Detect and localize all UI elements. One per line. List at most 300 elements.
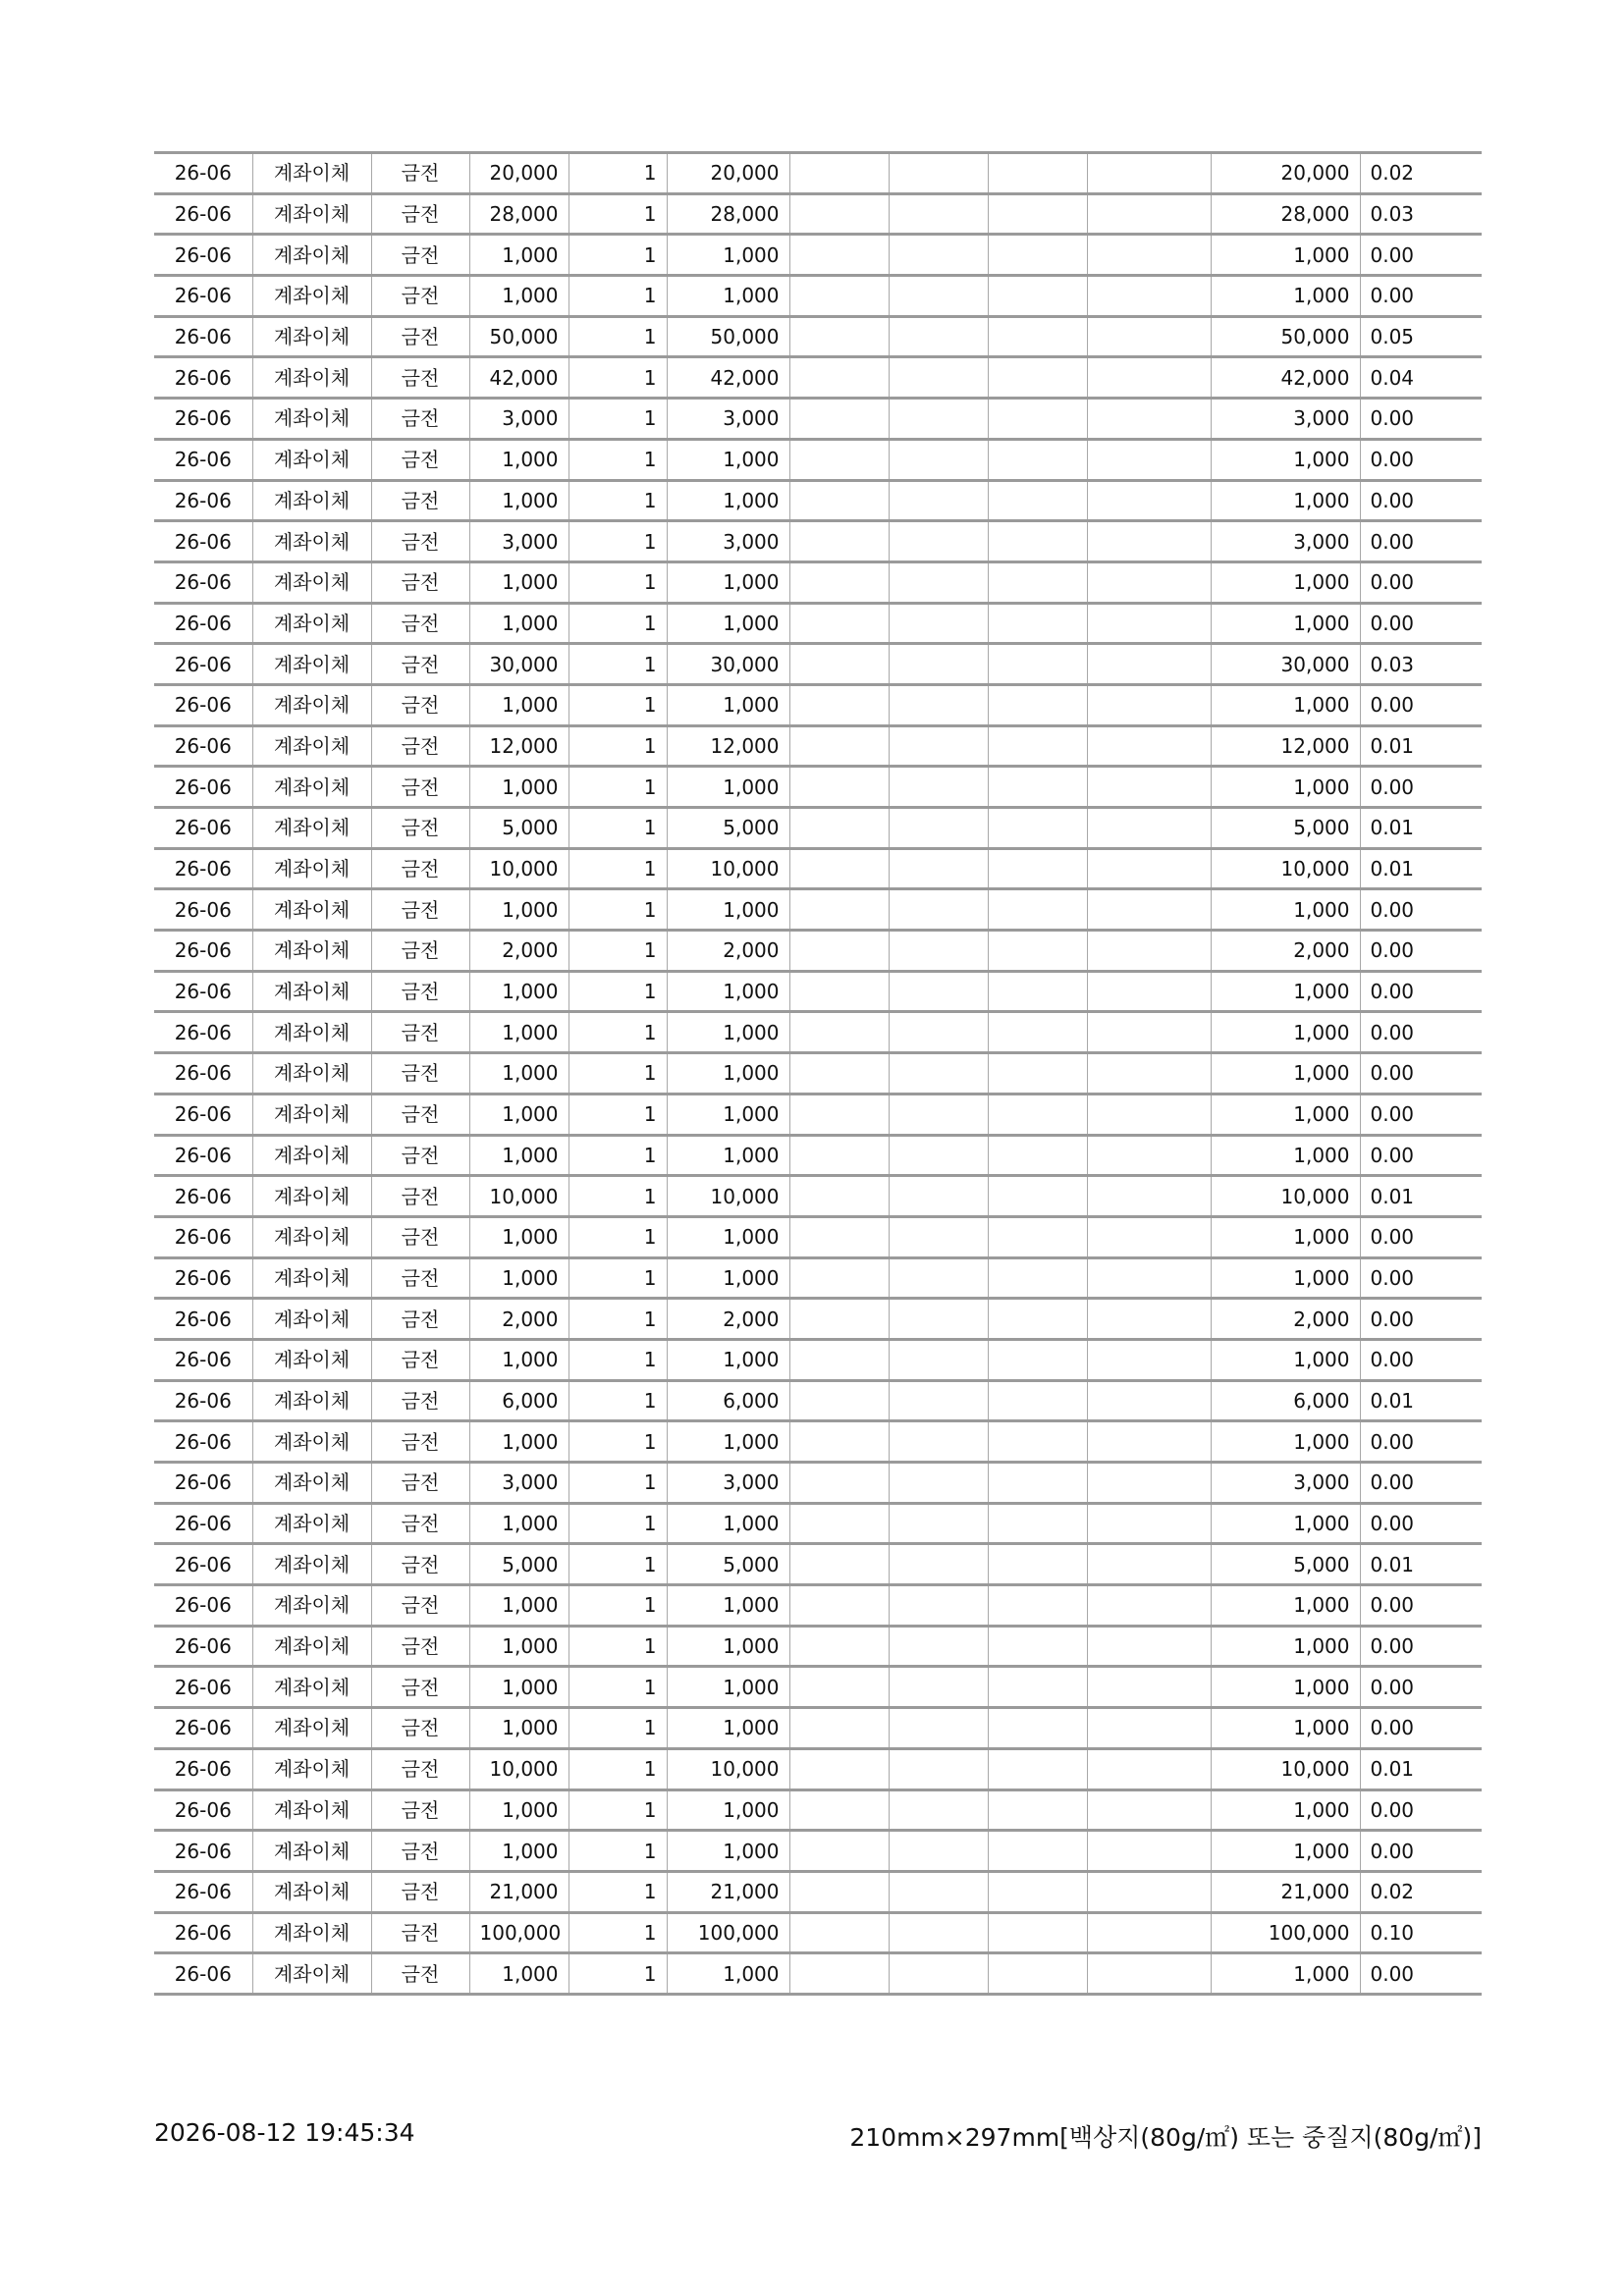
blank-cell-8 bbox=[889, 235, 988, 276]
period-cell: 26-06 bbox=[154, 1012, 252, 1053]
kind-cell: 금전 bbox=[371, 1626, 469, 1667]
blank-cell-10 bbox=[1087, 276, 1211, 317]
blank-cell-9 bbox=[988, 1257, 1087, 1299]
kind-cell: 금전 bbox=[371, 808, 469, 849]
unit-price-cell: 1,000 bbox=[469, 889, 568, 931]
blank-cell-10 bbox=[1087, 1339, 1211, 1380]
ratio-cell: 0.00 bbox=[1360, 1585, 1482, 1627]
total-cell: 1,000 bbox=[1211, 1831, 1360, 1872]
amount-cell: 28,000 bbox=[667, 193, 789, 235]
blank-cell-8 bbox=[889, 1176, 988, 1217]
amount-cell: 1,000 bbox=[667, 276, 789, 317]
table-row bbox=[154, 1380, 1482, 1421]
blank-cell-7 bbox=[789, 1953, 889, 1995]
quantity-cell: 1 bbox=[568, 1053, 667, 1095]
blank-cell-8 bbox=[889, 889, 988, 931]
period-cell: 26-06 bbox=[154, 439, 252, 480]
total-cell: 10,000 bbox=[1211, 1748, 1360, 1789]
unit-price-cell: 1,000 bbox=[469, 1667, 568, 1708]
quantity-cell: 1 bbox=[568, 808, 667, 849]
blank-cell-10 bbox=[1087, 644, 1211, 685]
method-cell: 계좌이체 bbox=[252, 1380, 371, 1421]
quantity-cell: 1 bbox=[568, 1585, 667, 1627]
total-cell: 1,000 bbox=[1211, 1012, 1360, 1053]
method-cell: 계좌이체 bbox=[252, 1012, 371, 1053]
blank-cell-7 bbox=[789, 1912, 889, 1953]
amount-cell: 1,000 bbox=[667, 603, 789, 644]
blank-cell-9 bbox=[988, 1953, 1087, 1995]
blank-cell-7 bbox=[789, 235, 889, 276]
unit-price-cell: 5,000 bbox=[469, 808, 568, 849]
table-row bbox=[154, 193, 1482, 235]
total-cell: 1,000 bbox=[1211, 767, 1360, 808]
period-cell: 26-06 bbox=[154, 1339, 252, 1380]
table-row bbox=[154, 1463, 1482, 1504]
blank-cell-7 bbox=[789, 316, 889, 357]
ratio-cell: 0.03 bbox=[1360, 644, 1482, 685]
unit-price-cell: 12,000 bbox=[469, 725, 568, 767]
blank-cell-7 bbox=[789, 1708, 889, 1749]
blank-cell-10 bbox=[1087, 1176, 1211, 1217]
kind-cell: 금전 bbox=[371, 357, 469, 399]
period-cell: 26-06 bbox=[154, 1176, 252, 1217]
blank-cell-7 bbox=[789, 644, 889, 685]
period-cell: 26-06 bbox=[154, 725, 252, 767]
total-cell: 12,000 bbox=[1211, 725, 1360, 767]
blank-cell-8 bbox=[889, 1626, 988, 1667]
amount-cell: 1,000 bbox=[667, 235, 789, 276]
period-cell: 26-06 bbox=[154, 1503, 252, 1544]
table-row bbox=[154, 1626, 1482, 1667]
unit-price-cell: 1,000 bbox=[469, 1708, 568, 1749]
ratio-cell: 0.00 bbox=[1360, 1708, 1482, 1749]
amount-cell: 1,000 bbox=[667, 1667, 789, 1708]
blank-cell-10 bbox=[1087, 357, 1211, 399]
blank-cell-10 bbox=[1087, 316, 1211, 357]
blank-cell-8 bbox=[889, 1912, 988, 1953]
blank-cell-9 bbox=[988, 1012, 1087, 1053]
method-cell: 계좌이체 bbox=[252, 399, 371, 440]
unit-price-cell: 1,000 bbox=[469, 276, 568, 317]
ratio-cell: 0.00 bbox=[1360, 971, 1482, 1012]
blank-cell-8 bbox=[889, 357, 988, 399]
total-cell: 1,000 bbox=[1211, 971, 1360, 1012]
quantity-cell: 1 bbox=[568, 399, 667, 440]
kind-cell: 금전 bbox=[371, 1339, 469, 1380]
amount-cell: 10,000 bbox=[667, 1176, 789, 1217]
method-cell: 계좌이체 bbox=[252, 439, 371, 480]
blank-cell-8 bbox=[889, 1012, 988, 1053]
unit-price-cell: 3,000 bbox=[469, 1463, 568, 1504]
blank-cell-9 bbox=[988, 1789, 1087, 1831]
table-row bbox=[154, 357, 1482, 399]
blank-cell-9 bbox=[988, 276, 1087, 317]
blank-cell-7 bbox=[789, 1176, 889, 1217]
method-cell: 계좌이체 bbox=[252, 1667, 371, 1708]
blank-cell-8 bbox=[889, 1585, 988, 1627]
total-cell: 3,000 bbox=[1211, 521, 1360, 562]
method-cell: 계좌이체 bbox=[252, 1503, 371, 1544]
blank-cell-10 bbox=[1087, 1789, 1211, 1831]
blank-cell-9 bbox=[988, 316, 1087, 357]
kind-cell: 금전 bbox=[371, 1585, 469, 1627]
period-cell: 26-06 bbox=[154, 357, 252, 399]
method-cell: 계좌이체 bbox=[252, 561, 371, 603]
quantity-cell: 1 bbox=[568, 684, 667, 725]
period-cell: 26-06 bbox=[154, 193, 252, 235]
method-cell: 계좌이체 bbox=[252, 1463, 371, 1504]
total-cell: 1,000 bbox=[1211, 1953, 1360, 1995]
table-row bbox=[154, 767, 1482, 808]
unit-price-cell: 30,000 bbox=[469, 644, 568, 685]
quantity-cell: 1 bbox=[568, 1094, 667, 1135]
total-cell: 42,000 bbox=[1211, 357, 1360, 399]
unit-price-cell: 1,000 bbox=[469, 684, 568, 725]
method-cell: 계좌이체 bbox=[252, 1257, 371, 1299]
quantity-cell: 1 bbox=[568, 1667, 667, 1708]
ratio-cell: 0.01 bbox=[1360, 1748, 1482, 1789]
unit-price-cell: 10,000 bbox=[469, 1748, 568, 1789]
unit-price-cell: 2,000 bbox=[469, 931, 568, 972]
blank-cell-9 bbox=[988, 1544, 1087, 1585]
kind-cell: 금전 bbox=[371, 1216, 469, 1257]
method-cell: 계좌이체 bbox=[252, 1871, 371, 1912]
blank-cell-10 bbox=[1087, 1094, 1211, 1135]
table-row bbox=[154, 153, 1482, 194]
period-cell: 26-06 bbox=[154, 644, 252, 685]
blank-cell-7 bbox=[789, 153, 889, 194]
blank-cell-10 bbox=[1087, 1667, 1211, 1708]
ratio-cell: 0.10 bbox=[1360, 1912, 1482, 1953]
period-cell: 26-06 bbox=[154, 276, 252, 317]
ratio-cell: 0.01 bbox=[1360, 1380, 1482, 1421]
quantity-cell: 1 bbox=[568, 1421, 667, 1463]
blank-cell-10 bbox=[1087, 889, 1211, 931]
quantity-cell: 1 bbox=[568, 1216, 667, 1257]
table-row bbox=[154, 1503, 1482, 1544]
blank-cell-10 bbox=[1087, 767, 1211, 808]
table-row bbox=[154, 1953, 1482, 1995]
amount-cell: 1,000 bbox=[667, 1953, 789, 1995]
total-cell: 20,000 bbox=[1211, 153, 1360, 194]
blank-cell-8 bbox=[889, 1503, 988, 1544]
kind-cell: 금전 bbox=[371, 767, 469, 808]
blank-cell-9 bbox=[988, 1831, 1087, 1872]
ratio-cell: 0.00 bbox=[1360, 684, 1482, 725]
blank-cell-9 bbox=[988, 1216, 1087, 1257]
quantity-cell: 1 bbox=[568, 1626, 667, 1667]
kind-cell: 금전 bbox=[371, 1667, 469, 1708]
ratio-cell: 0.00 bbox=[1360, 276, 1482, 317]
total-cell: 1,000 bbox=[1211, 1503, 1360, 1544]
blank-cell-8 bbox=[889, 521, 988, 562]
ratio-cell: 0.00 bbox=[1360, 480, 1482, 521]
kind-cell: 금전 bbox=[371, 971, 469, 1012]
blank-cell-10 bbox=[1087, 1708, 1211, 1749]
total-cell: 6,000 bbox=[1211, 1380, 1360, 1421]
blank-cell-10 bbox=[1087, 1053, 1211, 1095]
period-cell: 26-06 bbox=[154, 1953, 252, 1995]
total-cell: 1,000 bbox=[1211, 1585, 1360, 1627]
table-row bbox=[154, 1176, 1482, 1217]
table-row bbox=[154, 1339, 1482, 1380]
quantity-cell: 1 bbox=[568, 1748, 667, 1789]
unit-price-cell: 10,000 bbox=[469, 848, 568, 889]
ratio-cell: 0.00 bbox=[1360, 1421, 1482, 1463]
blank-cell-8 bbox=[889, 276, 988, 317]
total-cell: 1,000 bbox=[1211, 1626, 1360, 1667]
method-cell: 계좌이체 bbox=[252, 1953, 371, 1995]
blank-cell-7 bbox=[789, 808, 889, 849]
blank-cell-10 bbox=[1087, 235, 1211, 276]
table-row bbox=[154, 931, 1482, 972]
print-timestamp: 2026-08-12 19:45:34 bbox=[154, 2118, 415, 2147]
unit-price-cell: 1,000 bbox=[469, 1585, 568, 1627]
ratio-cell: 0.00 bbox=[1360, 235, 1482, 276]
blank-cell-7 bbox=[789, 1667, 889, 1708]
blank-cell-8 bbox=[889, 603, 988, 644]
blank-cell-10 bbox=[1087, 439, 1211, 480]
amount-cell: 1,000 bbox=[667, 767, 789, 808]
quantity-cell: 1 bbox=[568, 1257, 667, 1299]
unit-price-cell: 1,000 bbox=[469, 1789, 568, 1831]
method-cell: 계좌이체 bbox=[252, 480, 371, 521]
kind-cell: 금전 bbox=[371, 1953, 469, 1995]
blank-cell-7 bbox=[789, 1380, 889, 1421]
blank-cell-8 bbox=[889, 931, 988, 972]
amount-cell: 1,000 bbox=[667, 971, 789, 1012]
method-cell: 계좌이체 bbox=[252, 603, 371, 644]
blank-cell-10 bbox=[1087, 1503, 1211, 1544]
amount-cell: 1,000 bbox=[667, 1257, 789, 1299]
ratio-cell: 0.00 bbox=[1360, 1667, 1482, 1708]
period-cell: 26-06 bbox=[154, 889, 252, 931]
period-cell: 26-06 bbox=[154, 1789, 252, 1831]
paper-spec: 210mm×297mm[백상지(80g/㎡) 또는 중질지(80g/㎡)] bbox=[849, 2123, 1482, 2152]
amount-cell: 3,000 bbox=[667, 399, 789, 440]
amount-cell: 1,000 bbox=[667, 1135, 789, 1176]
total-cell: 2,000 bbox=[1211, 931, 1360, 972]
total-cell: 3,000 bbox=[1211, 1463, 1360, 1504]
unit-price-cell: 1,000 bbox=[469, 1953, 568, 1995]
total-cell: 28,000 bbox=[1211, 193, 1360, 235]
period-cell: 26-06 bbox=[154, 971, 252, 1012]
blank-cell-10 bbox=[1087, 808, 1211, 849]
period-cell: 26-06 bbox=[154, 1299, 252, 1340]
blank-cell-9 bbox=[988, 1667, 1087, 1708]
unit-price-cell: 1,000 bbox=[469, 1339, 568, 1380]
total-cell: 1,000 bbox=[1211, 439, 1360, 480]
quantity-cell: 1 bbox=[568, 1708, 667, 1749]
blank-cell-9 bbox=[988, 1421, 1087, 1463]
ratio-cell: 0.00 bbox=[1360, 521, 1482, 562]
blank-cell-8 bbox=[889, 1953, 988, 1995]
ratio-cell: 0.00 bbox=[1360, 1463, 1482, 1504]
ratio-cell: 0.00 bbox=[1360, 767, 1482, 808]
unit-price-cell: 50,000 bbox=[469, 316, 568, 357]
blank-cell-7 bbox=[789, 1216, 889, 1257]
blank-cell-9 bbox=[988, 725, 1087, 767]
quantity-cell: 1 bbox=[568, 316, 667, 357]
quantity-cell: 1 bbox=[568, 480, 667, 521]
blank-cell-9 bbox=[988, 561, 1087, 603]
unit-price-cell: 1,000 bbox=[469, 235, 568, 276]
blank-cell-9 bbox=[988, 1463, 1087, 1504]
blank-cell-7 bbox=[789, 603, 889, 644]
ratio-cell: 0.03 bbox=[1360, 193, 1482, 235]
period-cell: 26-06 bbox=[154, 931, 252, 972]
amount-cell: 1,000 bbox=[667, 1708, 789, 1749]
table-row bbox=[154, 1912, 1482, 1953]
period-cell: 26-06 bbox=[154, 767, 252, 808]
amount-cell: 10,000 bbox=[667, 1748, 789, 1789]
method-cell: 계좌이체 bbox=[252, 808, 371, 849]
quantity-cell: 1 bbox=[568, 193, 667, 235]
period-cell: 26-06 bbox=[154, 1626, 252, 1667]
unit-price-cell: 2,000 bbox=[469, 1299, 568, 1340]
kind-cell: 금전 bbox=[371, 1912, 469, 1953]
ratio-cell: 0.00 bbox=[1360, 1789, 1482, 1831]
blank-cell-9 bbox=[988, 357, 1087, 399]
table-row bbox=[154, 480, 1482, 521]
unit-price-cell: 3,000 bbox=[469, 521, 568, 562]
unit-price-cell: 100,000 bbox=[469, 1912, 568, 1953]
method-cell: 계좌이체 bbox=[252, 931, 371, 972]
amount-cell: 12,000 bbox=[667, 725, 789, 767]
table-row bbox=[154, 1135, 1482, 1176]
total-cell: 1,000 bbox=[1211, 1257, 1360, 1299]
blank-cell-7 bbox=[789, 1831, 889, 1872]
amount-cell: 42,000 bbox=[667, 357, 789, 399]
blank-cell-8 bbox=[889, 848, 988, 889]
table-row bbox=[154, 1708, 1482, 1749]
ratio-cell: 0.00 bbox=[1360, 439, 1482, 480]
quantity-cell: 1 bbox=[568, 235, 667, 276]
table-row bbox=[154, 725, 1482, 767]
total-cell: 1,000 bbox=[1211, 561, 1360, 603]
blank-cell-10 bbox=[1087, 1380, 1211, 1421]
blank-cell-8 bbox=[889, 1421, 988, 1463]
ratio-cell: 0.00 bbox=[1360, 561, 1482, 603]
blank-cell-8 bbox=[889, 480, 988, 521]
ratio-cell: 0.00 bbox=[1360, 1626, 1482, 1667]
unit-price-cell: 1,000 bbox=[469, 1053, 568, 1095]
ratio-cell: 0.01 bbox=[1360, 1176, 1482, 1217]
kind-cell: 금전 bbox=[371, 1380, 469, 1421]
amount-cell: 1,000 bbox=[667, 561, 789, 603]
blank-cell-8 bbox=[889, 193, 988, 235]
method-cell: 계좌이체 bbox=[252, 1135, 371, 1176]
blank-cell-8 bbox=[889, 644, 988, 685]
period-cell: 26-06 bbox=[154, 684, 252, 725]
amount-cell: 21,000 bbox=[667, 1871, 789, 1912]
unit-price-cell: 5,000 bbox=[469, 1544, 568, 1585]
total-cell: 2,000 bbox=[1211, 1299, 1360, 1340]
amount-cell: 2,000 bbox=[667, 1299, 789, 1340]
amount-cell: 5,000 bbox=[667, 808, 789, 849]
blank-cell-10 bbox=[1087, 1585, 1211, 1627]
blank-cell-7 bbox=[789, 193, 889, 235]
amount-cell: 50,000 bbox=[667, 316, 789, 357]
blank-cell-8 bbox=[889, 1380, 988, 1421]
period-cell: 26-06 bbox=[154, 521, 252, 562]
blank-cell-10 bbox=[1087, 1748, 1211, 1789]
blank-cell-7 bbox=[789, 931, 889, 972]
unit-price-cell: 1,000 bbox=[469, 1135, 568, 1176]
total-cell: 1,000 bbox=[1211, 1708, 1360, 1749]
kind-cell: 금전 bbox=[371, 276, 469, 317]
blank-cell-10 bbox=[1087, 931, 1211, 972]
unit-price-cell: 1,000 bbox=[469, 767, 568, 808]
blank-cell-7 bbox=[789, 357, 889, 399]
blank-cell-8 bbox=[889, 316, 988, 357]
blank-cell-8 bbox=[889, 684, 988, 725]
blank-cell-10 bbox=[1087, 1912, 1211, 1953]
unit-price-cell: 28,000 bbox=[469, 193, 568, 235]
period-cell: 26-06 bbox=[154, 1463, 252, 1504]
blank-cell-10 bbox=[1087, 1544, 1211, 1585]
ratio-cell: 0.00 bbox=[1360, 1299, 1482, 1340]
period-cell: 26-06 bbox=[154, 1421, 252, 1463]
ratio-cell: 0.01 bbox=[1360, 848, 1482, 889]
blank-cell-7 bbox=[789, 1421, 889, 1463]
ratio-cell: 0.01 bbox=[1360, 1544, 1482, 1585]
blank-cell-8 bbox=[889, 1053, 988, 1095]
table-row bbox=[154, 603, 1482, 644]
total-cell: 1,000 bbox=[1211, 235, 1360, 276]
blank-cell-9 bbox=[988, 1176, 1087, 1217]
period-cell: 26-06 bbox=[154, 1871, 252, 1912]
method-cell: 계좌이체 bbox=[252, 1912, 371, 1953]
period-cell: 26-06 bbox=[154, 1544, 252, 1585]
kind-cell: 금전 bbox=[371, 725, 469, 767]
blank-cell-8 bbox=[889, 439, 988, 480]
method-cell: 계좌이체 bbox=[252, 684, 371, 725]
blank-cell-9 bbox=[988, 1503, 1087, 1544]
total-cell: 1,000 bbox=[1211, 1094, 1360, 1135]
blank-cell-10 bbox=[1087, 521, 1211, 562]
unit-price-cell: 1,000 bbox=[469, 1257, 568, 1299]
blank-cell-9 bbox=[988, 808, 1087, 849]
blank-cell-7 bbox=[789, 1585, 889, 1627]
table-row bbox=[154, 1421, 1482, 1463]
blank-cell-8 bbox=[889, 1463, 988, 1504]
kind-cell: 금전 bbox=[371, 153, 469, 194]
kind-cell: 금전 bbox=[371, 1053, 469, 1095]
period-cell: 26-06 bbox=[154, 1912, 252, 1953]
unit-price-cell: 1,000 bbox=[469, 603, 568, 644]
period-cell: 26-06 bbox=[154, 1257, 252, 1299]
kind-cell: 금전 bbox=[371, 931, 469, 972]
total-cell: 1,000 bbox=[1211, 1667, 1360, 1708]
blank-cell-9 bbox=[988, 1094, 1087, 1135]
table-row bbox=[154, 316, 1482, 357]
amount-cell: 1,000 bbox=[667, 889, 789, 931]
blank-cell-9 bbox=[988, 971, 1087, 1012]
blank-cell-9 bbox=[988, 931, 1087, 972]
total-cell: 1,000 bbox=[1211, 276, 1360, 317]
blank-cell-7 bbox=[789, 1871, 889, 1912]
table-row bbox=[154, 1544, 1482, 1585]
blank-cell-7 bbox=[789, 399, 889, 440]
blank-cell-8 bbox=[889, 1257, 988, 1299]
unit-price-cell: 1,000 bbox=[469, 1503, 568, 1544]
method-cell: 계좌이체 bbox=[252, 1585, 371, 1627]
amount-cell: 1,000 bbox=[667, 1626, 789, 1667]
table-row bbox=[154, 1012, 1482, 1053]
blank-cell-7 bbox=[789, 521, 889, 562]
kind-cell: 금전 bbox=[371, 1463, 469, 1504]
